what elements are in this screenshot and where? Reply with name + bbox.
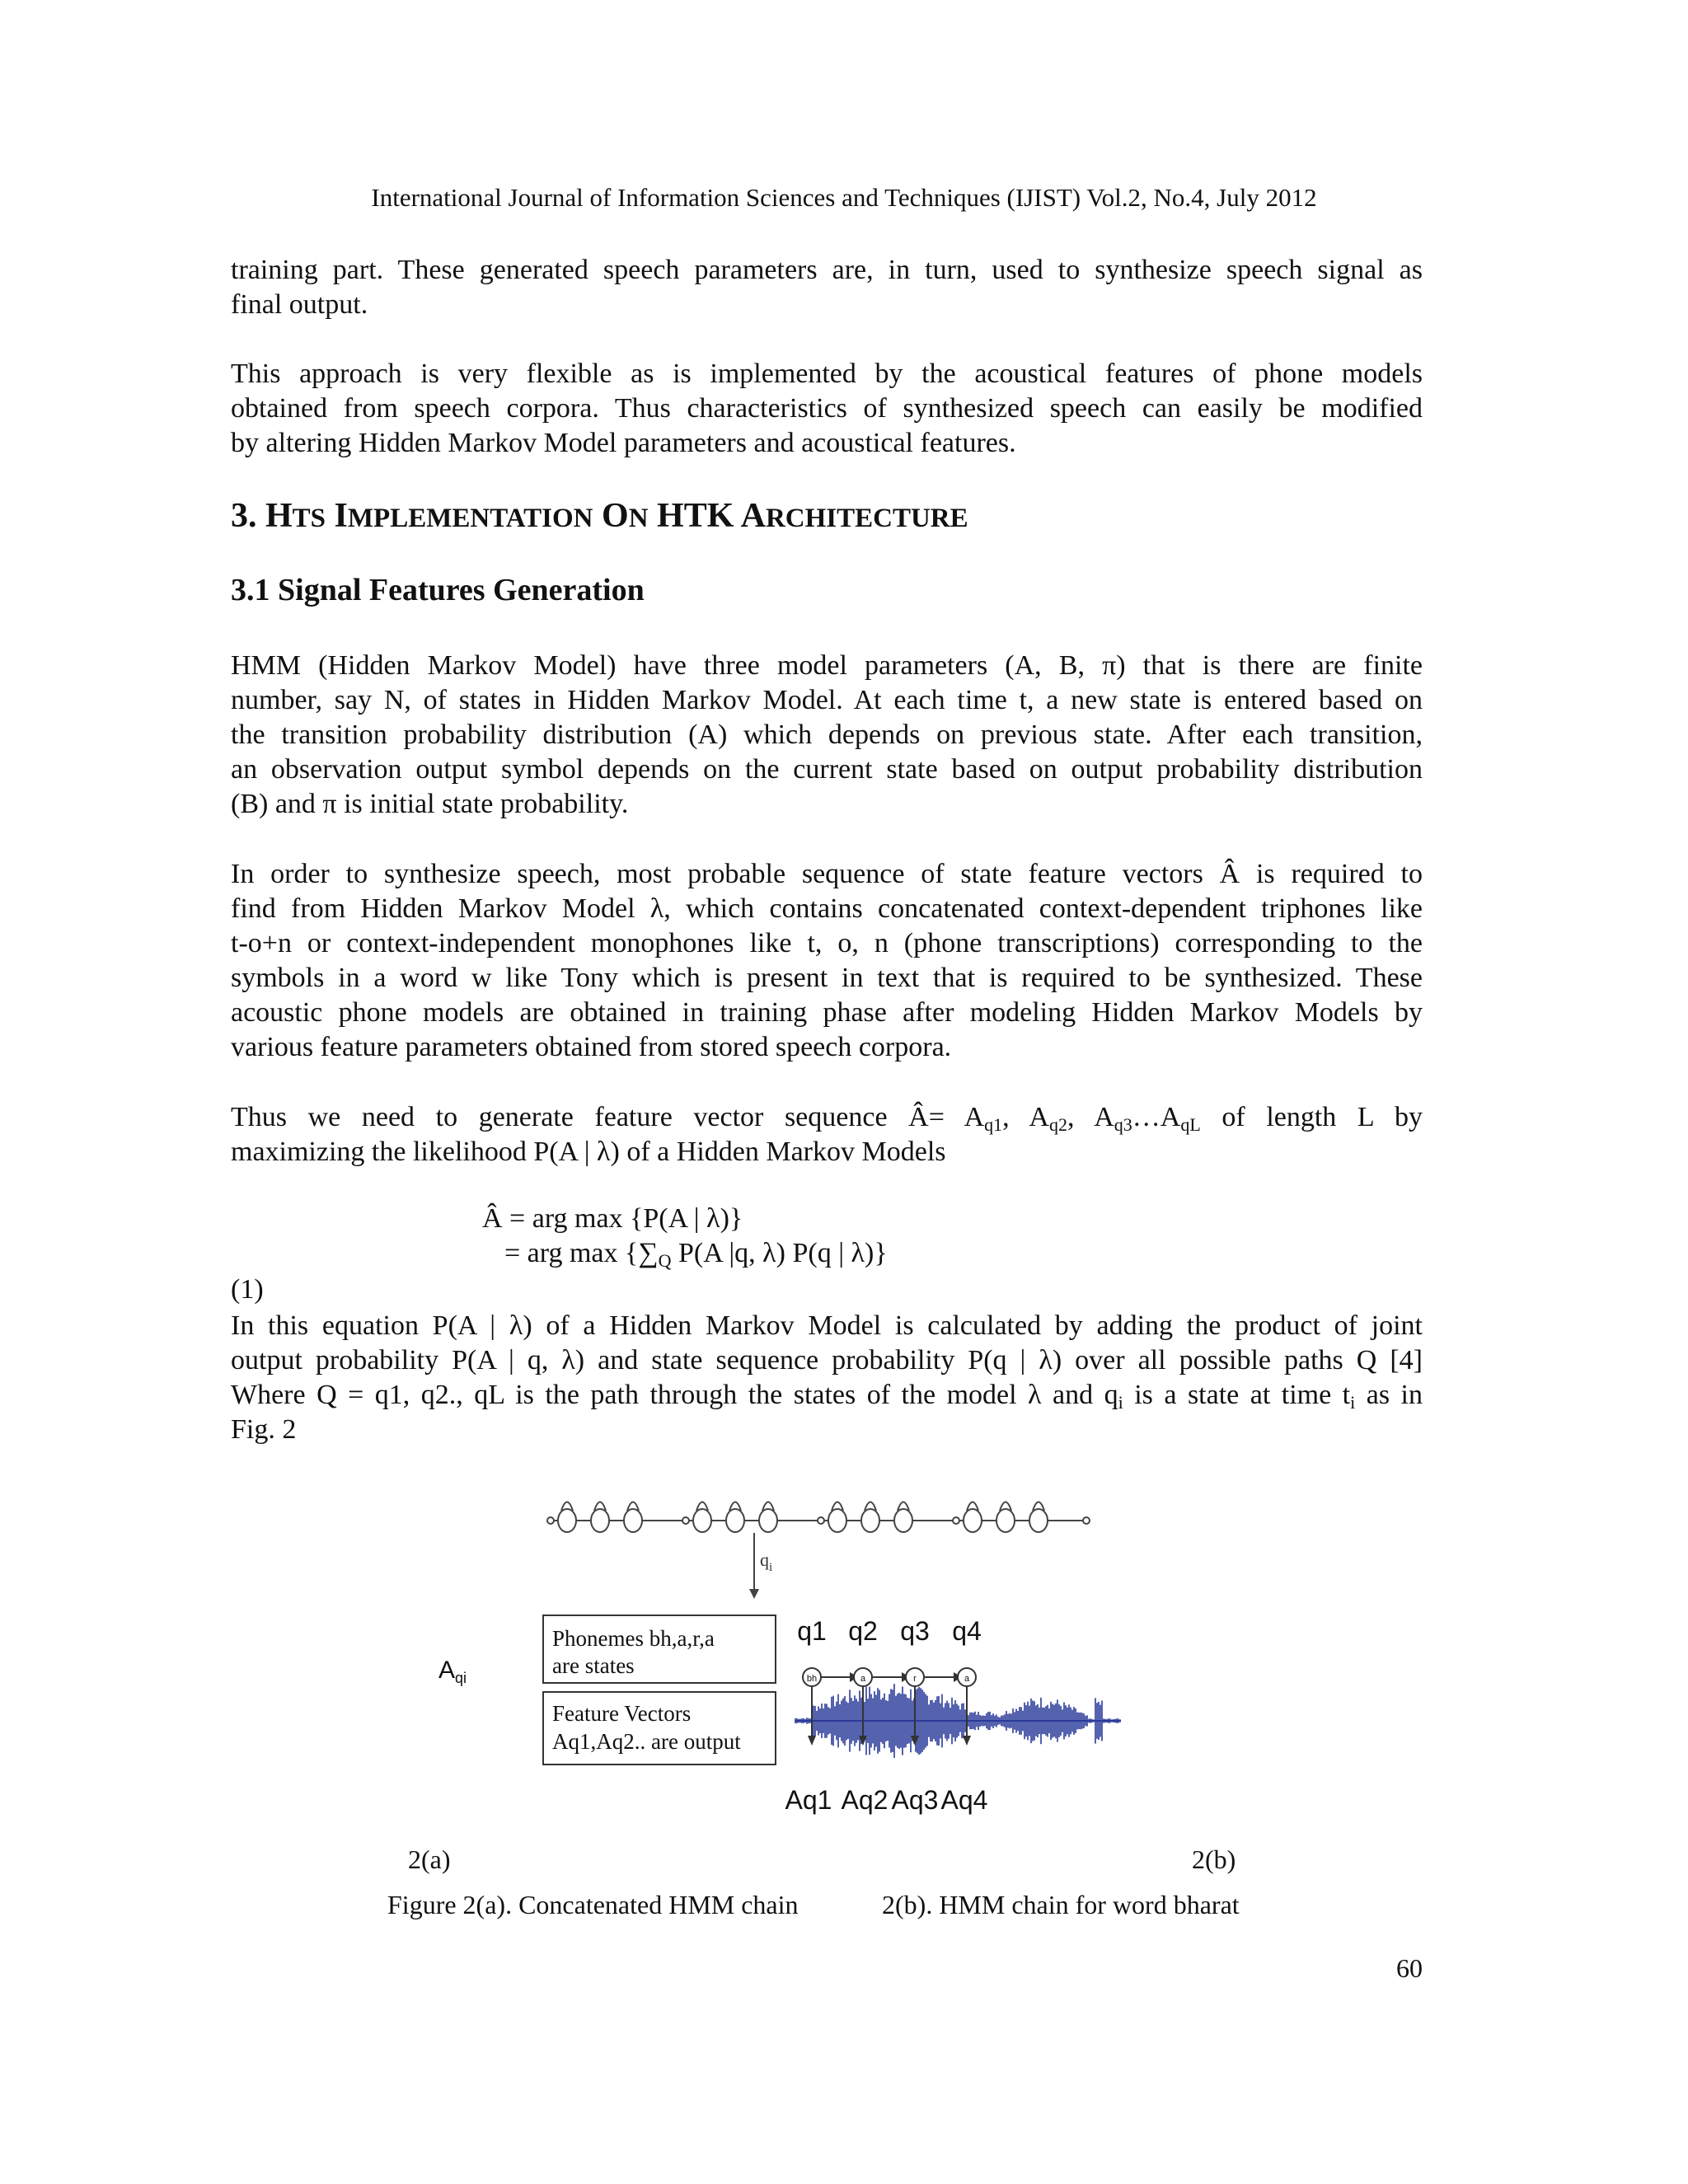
text-line: maximizing the likelihood P(A | λ) of a Hidden Markov Models: [231, 1137, 946, 1167]
chain-junction: [953, 1517, 959, 1524]
paragraph-synthesis: [231, 857, 1423, 1065]
chain-junction: [1083, 1517, 1090, 1524]
emission-arrowhead: [808, 1736, 816, 1746]
state-phoneme: r: [913, 1674, 917, 1684]
text-line: This approach is very flexible as is implemented by the acoustical features of phone models: [231, 359, 1423, 389]
qi-label: $q_i$: [760, 1549, 773, 1574]
chain-state: [759, 1509, 777, 1532]
text-line: various feature parameters obtained from stored speech corpora.: [231, 1032, 952, 1062]
paragraph-hmm-params: [231, 649, 1423, 822]
text-line: obtained from speech corpora. Thus characteristics of synthesized speech can easily be modified: [231, 393, 1423, 424]
text-line: acoustic phone models are obtained in training phase after modeling Hidden Markov Models by: [231, 997, 1423, 1028]
output-label-Aq4: Aq4: [940, 1785, 988, 1815]
phonemes-box-line1: Phonemes bh,a,r,a: [552, 1626, 715, 1651]
text-line: In this equation P(A | λ) of a Hidden Markov Model is calculated by adding the product of joint: [231, 1310, 1423, 1341]
section-heading: 3. HTS IMPLEMENTATION ON HTK ARCHITECTURE: [231, 497, 968, 535]
paragraph-approach: [231, 357, 1423, 461]
text-line: find from Hidden Markov Model λ, which contains concatenated context-dependent triphones like: [231, 893, 1423, 924]
label-2b: 2(b): [1192, 1844, 1236, 1874]
text-line: final output.: [231, 289, 368, 320]
chain-junction: [547, 1517, 554, 1524]
speech-waveform: [795, 1684, 1121, 1758]
chain-state: [964, 1509, 982, 1532]
chain-state: [726, 1509, 744, 1532]
equation-number: (1): [231, 1274, 264, 1305]
state-label-q3: q3: [900, 1616, 930, 1646]
page-number: 60: [1396, 1953, 1423, 1983]
chain-junction: [818, 1517, 824, 1524]
chain-state: [996, 1509, 1015, 1532]
label-2a: 2(a): [408, 1844, 451, 1874]
text-line: In order to synthesize speech, most probable sequence of state feature vectors Â is required to: [231, 859, 1423, 889]
text-line: the transition probability distribution (A) which depends on previous state. After each transition,: [231, 719, 1423, 750]
chain-junction: [682, 1517, 689, 1524]
paragraph-intro: [231, 253, 1423, 322]
text-line: output probability P(A | q, λ) and state sequence probability P(q | λ) over all possible paths Q [4]: [231, 1345, 1423, 1376]
feature-vectors-box-line1: Feature Vectors: [552, 1701, 692, 1726]
output-label-Aq3: Aq3: [891, 1785, 939, 1815]
text-line: HMM (Hidden Markov Model) have three model parameters (A, B, π) that is there are finite: [231, 650, 1423, 681]
output-label-Aq2: Aq2: [841, 1785, 889, 1815]
emission-arrowhead: [963, 1736, 971, 1746]
running-header: International Journal of Information Sciences and Techniques (IJIST) Vol.2, No.4, July 2012: [371, 183, 1317, 212]
feature-vectors-box-line2: Aq1,Aq2.. are output: [552, 1729, 741, 1754]
aqi-label: $A_{qi}$: [438, 1657, 467, 1686]
text-line: (B) and π is initial state probability.: [231, 789, 629, 819]
text-line: training part. These generated speech parameters are, in turn, used to synthesize speech signal as: [231, 255, 1423, 285]
state-phoneme: a: [860, 1674, 866, 1684]
chain-state: [591, 1509, 609, 1532]
state-phoneme: a: [964, 1674, 970, 1684]
equation-line-1: Â = arg max {P(A | λ)}: [482, 1203, 743, 1234]
text-line: by altering Hidden Markov Model parameters and acoustical features.: [231, 428, 1016, 458]
chain-state: [828, 1509, 846, 1532]
hmm-figure: [495, 1475, 1121, 1830]
text-line: number, say N, of states in Hidden Markov Model. At each time t, a new state is entered based on: [231, 685, 1423, 715]
qi-arrowhead: [749, 1589, 759, 1599]
text-line: Fig. 2: [231, 1414, 297, 1445]
text-line: Where Q = q1, q2., qL is the path through the states of the model λ and $q_i$ is a state at time $t_i$ as in: [231, 1380, 1423, 1413]
output-label-Aq1: Aq1: [785, 1785, 832, 1815]
chain-state: [624, 1509, 642, 1532]
state-label-q4: q4: [952, 1616, 982, 1646]
chain-state: [861, 1509, 879, 1532]
paragraph-feature-sequence: [231, 1100, 1423, 1169]
chain-state: [558, 1509, 576, 1532]
chain-state: [693, 1509, 711, 1532]
text-line: t-o+n or context-independent monophones like t, o, n (phone transcriptions) corresponding to the: [231, 928, 1423, 958]
text-line: symbols in a word w like Tony which is present in text that is required to be synthesized. These: [231, 963, 1423, 993]
chain-state: [894, 1509, 912, 1532]
concatenated-hmm-chain: [547, 1502, 1090, 1533]
paragraph-equation-explain: [231, 1309, 1423, 1447]
text-line: Thus we need to generate feature vector sequence Â= $A_{q1}$, $A_{q2}$, $A_{q3}\dots A_{qL}$ of length L by: [231, 1102, 1423, 1135]
phonemes-box-line2: are states: [552, 1653, 635, 1678]
state-phoneme: bh: [806, 1674, 818, 1684]
subsection-heading: 3.1 Signal Features Generation: [231, 573, 645, 607]
caption-figure-2b: 2(b). HMM chain for word bharat: [882, 1890, 1240, 1919]
caption-figure-2a: Figure 2(a). Concatenated HMM chain: [387, 1890, 799, 1919]
state-label-q1: q1: [797, 1616, 827, 1646]
state-label-q2: q2: [848, 1616, 878, 1646]
chain-state: [1029, 1509, 1048, 1532]
equation-line-2: = arg $\max \{\sum_Q$ P(A |q, λ) P(q | λ)}: [504, 1238, 888, 1271]
text-line: an observation output symbol depends on the current state based on output probability distribution: [231, 754, 1423, 785]
